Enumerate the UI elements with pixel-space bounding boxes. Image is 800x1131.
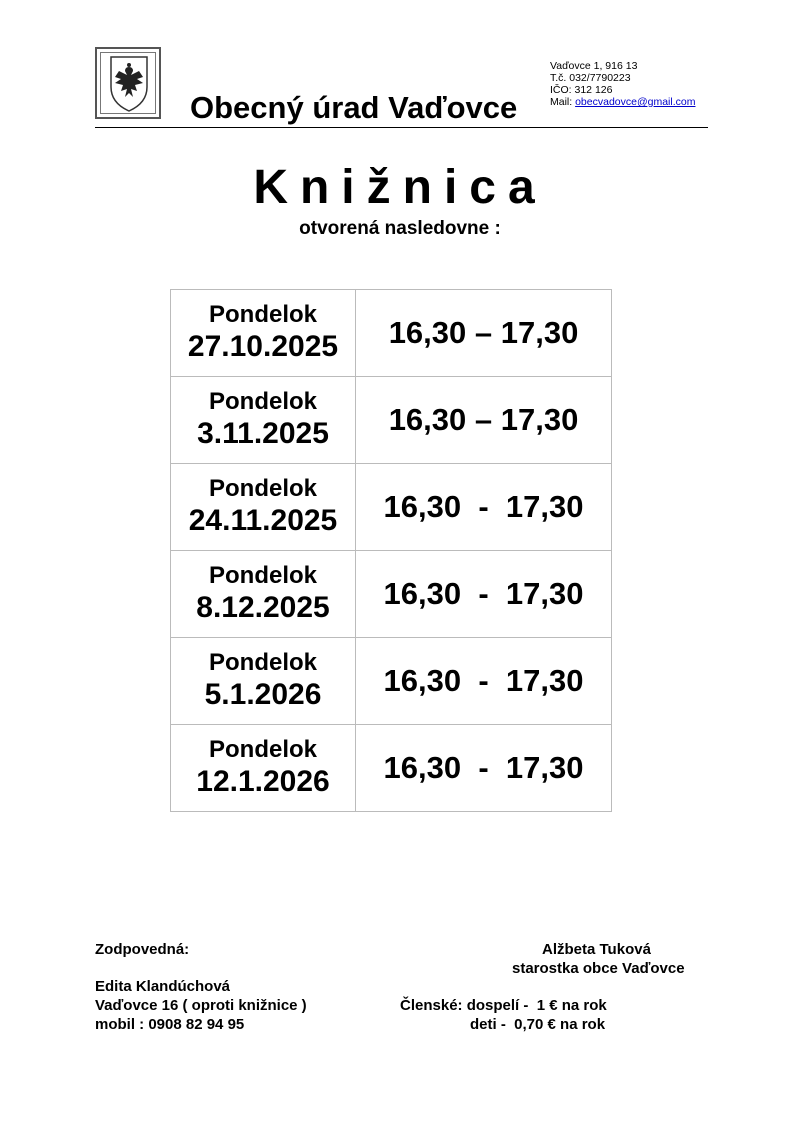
- table-row: [171, 377, 612, 464]
- weekday-label: Pondelok: [208, 301, 317, 328]
- contact-phone: T.č. 032/7790223: [550, 72, 631, 84]
- date-cell: [171, 377, 356, 464]
- contact-mail-label: Mail:: [550, 96, 576, 108]
- date-cell: [171, 464, 356, 551]
- responsible-label: Zodpovedná:: [95, 941, 190, 958]
- date-cell: [171, 551, 356, 638]
- responsible-name: Edita Klandúchová: [95, 978, 231, 995]
- time-cell: 16,30 – 17,30: [356, 377, 612, 464]
- time-cell: 16,30 - 17,30: [356, 464, 612, 551]
- date-cell: [171, 638, 356, 725]
- date-cell: [171, 725, 356, 812]
- date-label: 8.12.2025: [196, 591, 330, 624]
- mayor-title: starostka obce Vaďovce: [512, 960, 685, 977]
- eagle-emblem-icon: [101, 53, 157, 115]
- date-cell: [171, 290, 356, 377]
- table-row: [171, 725, 612, 812]
- mayor-name: Alžbeta Tuková: [542, 941, 651, 958]
- table-row: [171, 464, 612, 551]
- time-cell: 16,30 – 17,30: [356, 290, 612, 377]
- time-cell: 16,30 - 17,30: [356, 638, 612, 725]
- weekday-label: Pondelok: [208, 388, 317, 415]
- membership-fee-children: deti - 0,70 € na rok: [470, 1016, 606, 1033]
- header-divider: [95, 127, 708, 128]
- weekday-label: Pondelok: [208, 649, 317, 676]
- opening-hours-table: [170, 289, 612, 812]
- contact-block: [550, 60, 695, 108]
- office-title: Obecný úrad Vaďovce: [190, 90, 518, 125]
- municipal-crest-logo: [95, 47, 161, 119]
- membership-fee-adults: Členské: dospelí - 1 € na rok: [400, 997, 607, 1014]
- date-label: 12.1.2026: [196, 765, 330, 798]
- responsible-mobile: mobil : 0908 82 94 95: [95, 1016, 245, 1033]
- contact-mail-line: [550, 96, 695, 108]
- date-label: 27.10.2025: [187, 330, 339, 363]
- table-row: [171, 290, 612, 377]
- responsible-address: Vaďovce 16 ( oproti knižnice ): [95, 997, 307, 1014]
- table-row: [171, 638, 612, 725]
- weekday-label: Pondelok: [208, 736, 317, 763]
- date-label: 24.11.2025: [188, 504, 338, 537]
- time-cell: 16,30 - 17,30: [356, 551, 612, 638]
- contact-mail-link[interactable]: obecvadovce@gmail.com: [575, 96, 696, 108]
- date-label: 5.1.2026: [204, 678, 322, 711]
- crest-frame: [100, 52, 156, 114]
- document-subtitle: otvorená nasledovne :: [299, 218, 501, 239]
- weekday-label: Pondelok: [208, 475, 317, 502]
- table-row: [171, 551, 612, 638]
- document-title: Knižnica: [253, 161, 547, 214]
- contact-address: Vaďovce 1, 916 13: [550, 60, 638, 72]
- contact-ico: IČO: 312 126: [550, 84, 613, 96]
- date-label: 3.11.2025: [197, 417, 329, 450]
- time-cell: 16,30 - 17,30: [356, 725, 612, 812]
- weekday-label: Pondelok: [208, 562, 317, 589]
